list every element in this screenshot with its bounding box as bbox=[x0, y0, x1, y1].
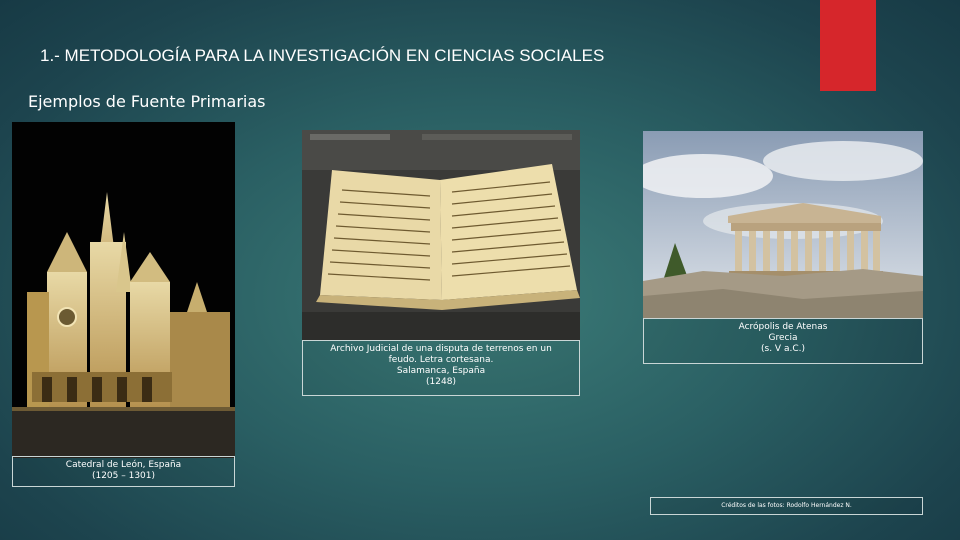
manuscript-caption-line: Salamanca, España bbox=[396, 366, 486, 376]
red-accent-bar bbox=[820, 0, 876, 91]
manuscript-photo bbox=[302, 130, 580, 340]
slide-title: 1.- METODOLOGÍA PARA LA INVESTIGACIÓN EN CIENCIAS SOCIALES bbox=[40, 46, 605, 65]
manuscript-illustration bbox=[302, 130, 580, 340]
acropolis-caption-line: Grecia bbox=[768, 333, 798, 343]
manuscript-caption-line: Archivo Judicial de una disputa de terrenos en un bbox=[330, 344, 552, 354]
cathedral-photo bbox=[12, 122, 235, 458]
acropolis-illustration bbox=[643, 131, 923, 318]
acropolis-caption-line: Acrópolis de Atenas bbox=[738, 322, 828, 332]
cathedral-caption-line: Catedral de León, España bbox=[65, 460, 182, 470]
manuscript-caption-line: (1248) bbox=[426, 377, 456, 387]
manuscript-caption-line: feudo. Letra cortesana. bbox=[388, 355, 494, 365]
slide-subtitle: Ejemplos de Fuente Primarias bbox=[28, 92, 266, 111]
acropolis-caption-line: (s. V a.C.) bbox=[761, 344, 805, 354]
manuscript-caption bbox=[302, 340, 580, 396]
cathedral-caption bbox=[12, 456, 235, 487]
acropolis-photo bbox=[643, 131, 923, 318]
photo-credits: Créditos de las fotos: Rodolfo Hernández N. bbox=[650, 497, 923, 515]
cathedral-caption-line: (1205 – 1301) bbox=[91, 471, 156, 481]
acropolis-caption bbox=[643, 318, 923, 364]
cathedral-illustration bbox=[12, 122, 235, 458]
